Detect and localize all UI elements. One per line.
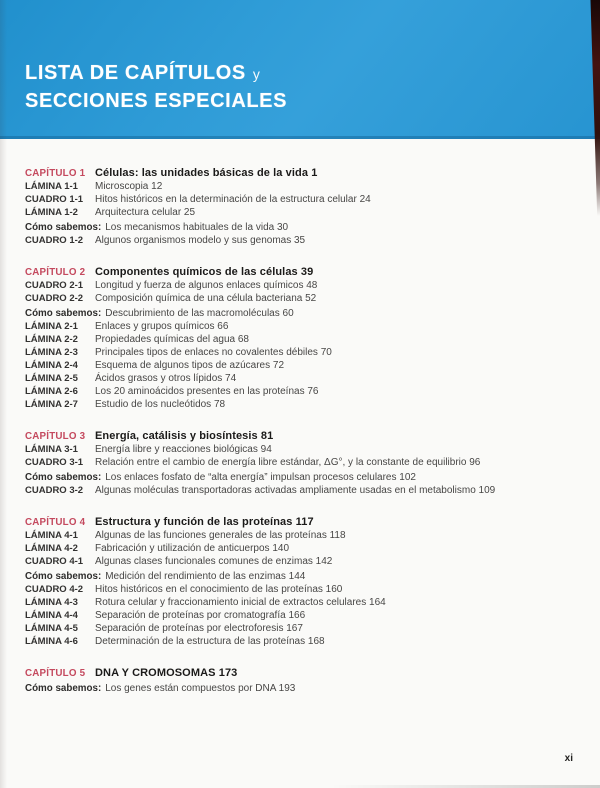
chapter-number-label: CAPÍTULO 5 bbox=[25, 668, 86, 679]
entry-label: LÁMINA 4-4 bbox=[25, 610, 78, 621]
toc-entry-row bbox=[25, 484, 582, 497]
entry-label: LÁMINA 4-5 bbox=[25, 623, 78, 634]
entry-text: Hitos históricos en la determinación de la estructura celular 24 bbox=[95, 194, 371, 205]
entry-label: LÁMINA 2-3 bbox=[25, 347, 78, 358]
entry-text: Separación de proteínas por electroforesis 167 bbox=[95, 623, 303, 634]
toc-entry-row bbox=[25, 234, 582, 247]
entry-label: LÁMINA 4-6 bbox=[25, 636, 78, 647]
page-banner bbox=[0, 0, 600, 139]
entry-label: CUADRO 1-2 bbox=[25, 235, 84, 246]
entry-label: LÁMINA 2-2 bbox=[25, 334, 78, 345]
entry-label: CUADRO 3-2 bbox=[25, 485, 84, 496]
entry-text: Arquitectura celular 25 bbox=[95, 207, 196, 218]
chapter-section-2 bbox=[25, 266, 582, 411]
chapter-section-1 bbox=[25, 167, 582, 247]
entry-text: Medición del rendimiento de las enzimas 144 bbox=[105, 571, 306, 582]
entry-label: LÁMINA 2-1 bbox=[25, 321, 78, 332]
toc-entry-row bbox=[25, 359, 582, 372]
entry-label: CUADRO 1-1 bbox=[25, 194, 84, 205]
chapter-section-5 bbox=[25, 667, 582, 695]
entry-text: Separación de proteínas por cromatografía 166 bbox=[95, 610, 306, 621]
chapter-heading-row bbox=[25, 266, 582, 279]
toc-list bbox=[0, 139, 600, 695]
toc-entry-row bbox=[25, 596, 582, 609]
title-conjunction: y bbox=[252, 66, 260, 82]
entry-text: Los genes están compuestos por DNA 193 bbox=[105, 683, 296, 694]
entry-text: Composición química de una célula bacteriana 52 bbox=[95, 293, 317, 304]
chapter-section-4 bbox=[25, 516, 582, 648]
how-we-know-row bbox=[25, 568, 582, 583]
toc-entry-row bbox=[25, 609, 582, 622]
page-number: xi bbox=[564, 753, 573, 764]
toc-entry-row bbox=[25, 529, 582, 542]
entry-label: LÁMINA 3-1 bbox=[25, 444, 78, 455]
entry-text: Ácidos grasos y otros lípidos 74 bbox=[95, 373, 237, 384]
entry-text: Algunas moléculas transportadoras activadas ampliamente usadas en el metabolismo 109 bbox=[95, 485, 496, 496]
toc-entry-row bbox=[25, 385, 582, 398]
toc-entry-row bbox=[25, 193, 582, 206]
how-we-know-label: Cómo sabemos: bbox=[25, 571, 102, 582]
entry-text: Determinación de la estructura de las proteínas 168 bbox=[95, 636, 325, 647]
entry-text: Los enlaces fosfato de “alta energía” impulsan procesos celulares 102 bbox=[105, 472, 416, 483]
how-we-know-label: Cómo sabemos: bbox=[25, 222, 102, 233]
entry-text: Enlaces y grupos químicos 66 bbox=[95, 321, 229, 332]
entry-text: Longitud y fuerza de algunos enlaces químicos 48 bbox=[95, 280, 318, 291]
entry-label: LÁMINA 4-3 bbox=[25, 597, 78, 608]
toc-entry-row bbox=[25, 443, 582, 456]
entry-text: Propiedades químicas del agua 68 bbox=[95, 334, 249, 345]
entry-text: Algunos organismos modelo y sus genomas 35 bbox=[95, 235, 306, 246]
toc-entry-row bbox=[25, 622, 582, 635]
entry-label: CUADRO 2-2 bbox=[25, 293, 84, 304]
chapter-title: DNA Y CROMOSOMAS 173 bbox=[95, 667, 238, 679]
entry-text: Fabricación y utilización de anticuerpos 140 bbox=[95, 543, 289, 554]
toc-entry-row bbox=[25, 456, 582, 469]
how-we-know-row bbox=[25, 469, 582, 484]
entry-text: Descubrimiento de las macromoléculas 60 bbox=[105, 308, 294, 319]
page-title-line1 bbox=[25, 60, 287, 88]
toc-entry-row bbox=[25, 542, 582, 555]
chapter-heading-row bbox=[25, 167, 582, 180]
entry-text: Estudio de los nucleótidos 78 bbox=[95, 399, 226, 410]
chapter-heading-row bbox=[25, 516, 582, 529]
page-title bbox=[25, 60, 287, 116]
toc-entry-row bbox=[25, 555, 582, 568]
chapter-title: Estructura y función de las proteínas 117 bbox=[95, 516, 314, 528]
entry-label: LÁMINA 2-5 bbox=[25, 373, 78, 384]
toc-entry-row bbox=[25, 206, 582, 219]
how-we-know-label: Cómo sabemos: bbox=[25, 308, 102, 319]
entry-text: Microscopia 12 bbox=[95, 181, 163, 192]
entry-text: Relación entre el cambio de energía libre estándar, ΔG°, y la constante de equilibrio 96 bbox=[95, 457, 481, 468]
chapter-heading-row bbox=[25, 667, 582, 680]
entry-text: Los 20 aminoácidos presentes en las proteínas 76 bbox=[95, 386, 319, 397]
entry-text: Algunas clases funcionales comunes de enzimas 142 bbox=[95, 556, 333, 567]
entry-label: CUADRO 4-1 bbox=[25, 556, 84, 567]
title-text-line2: SECCIONES ESPECIALES bbox=[25, 90, 288, 112]
entry-text: Algunas de las funciones generales de las proteínas 118 bbox=[95, 530, 346, 541]
title-text-line1: LISTA DE CAPÍTULOS bbox=[25, 62, 246, 84]
entry-label: CUADRO 3-1 bbox=[25, 457, 84, 468]
entry-label: CUADRO 2-1 bbox=[25, 280, 84, 291]
toc-entry-row bbox=[25, 333, 582, 346]
chapter-title: Energía, catálisis y biosíntesis 81 bbox=[95, 430, 274, 442]
toc-entry-row bbox=[25, 279, 582, 292]
entry-text: Rotura celular y fraccionamiento inicial de extractos celulares 164 bbox=[95, 597, 386, 608]
entry-label: LÁMINA 2-6 bbox=[25, 386, 78, 397]
entry-label: LÁMINA 4-2 bbox=[25, 543, 78, 554]
entry-text: Energía libre y reacciones biológicas 94 bbox=[95, 444, 272, 455]
how-we-know-label: Cómo sabemos: bbox=[25, 683, 102, 694]
entry-label: LÁMINA 1-1 bbox=[25, 181, 78, 192]
toc-entry-row bbox=[25, 372, 582, 385]
how-we-know-label: Cómo sabemos: bbox=[25, 472, 102, 483]
toc-entry-row bbox=[25, 583, 582, 596]
chapter-number-label: CAPÍTULO 2 bbox=[25, 267, 86, 278]
chapter-title: Componentes químicos de las células 39 bbox=[95, 266, 314, 278]
toc-entry-row bbox=[25, 635, 582, 648]
chapter-number-label: CAPÍTULO 3 bbox=[25, 431, 86, 442]
entry-text: Principales tipos de enlaces no covalentes débiles 70 bbox=[95, 347, 332, 358]
how-we-know-row bbox=[25, 305, 582, 320]
toc-entry-row bbox=[25, 180, 582, 193]
toc-entry-row bbox=[25, 346, 582, 359]
toc-entry-row bbox=[25, 292, 582, 305]
chapter-title: Células: las unidades básicas de la vida 1 bbox=[95, 167, 318, 179]
toc-entry-row bbox=[25, 398, 582, 411]
entry-label: LÁMINA 2-7 bbox=[25, 399, 78, 410]
how-we-know-row bbox=[25, 680, 582, 695]
entry-text: Esquema de algunos tipos de azúcares 72 bbox=[95, 360, 285, 371]
page-title-line2 bbox=[25, 88, 287, 116]
entry-text: Hitos históricos en el conocimiento de las proteínas 160 bbox=[95, 584, 343, 595]
entry-label: LÁMINA 2-4 bbox=[25, 360, 78, 371]
entry-label: LÁMINA 1-2 bbox=[25, 207, 78, 218]
chapter-heading-row bbox=[25, 430, 582, 443]
chapter-section-3 bbox=[25, 430, 582, 497]
entry-label: CUADRO 4-2 bbox=[25, 584, 84, 595]
toc-entry-row bbox=[25, 320, 582, 333]
chapter-number-label: CAPÍTULO 1 bbox=[25, 168, 86, 179]
entry-label: LÁMINA 4-1 bbox=[25, 530, 78, 541]
how-we-know-row bbox=[25, 219, 582, 234]
chapter-number-label: CAPÍTULO 4 bbox=[25, 517, 86, 528]
entry-text: Los mecanismos habituales de la vida 30 bbox=[105, 222, 289, 233]
